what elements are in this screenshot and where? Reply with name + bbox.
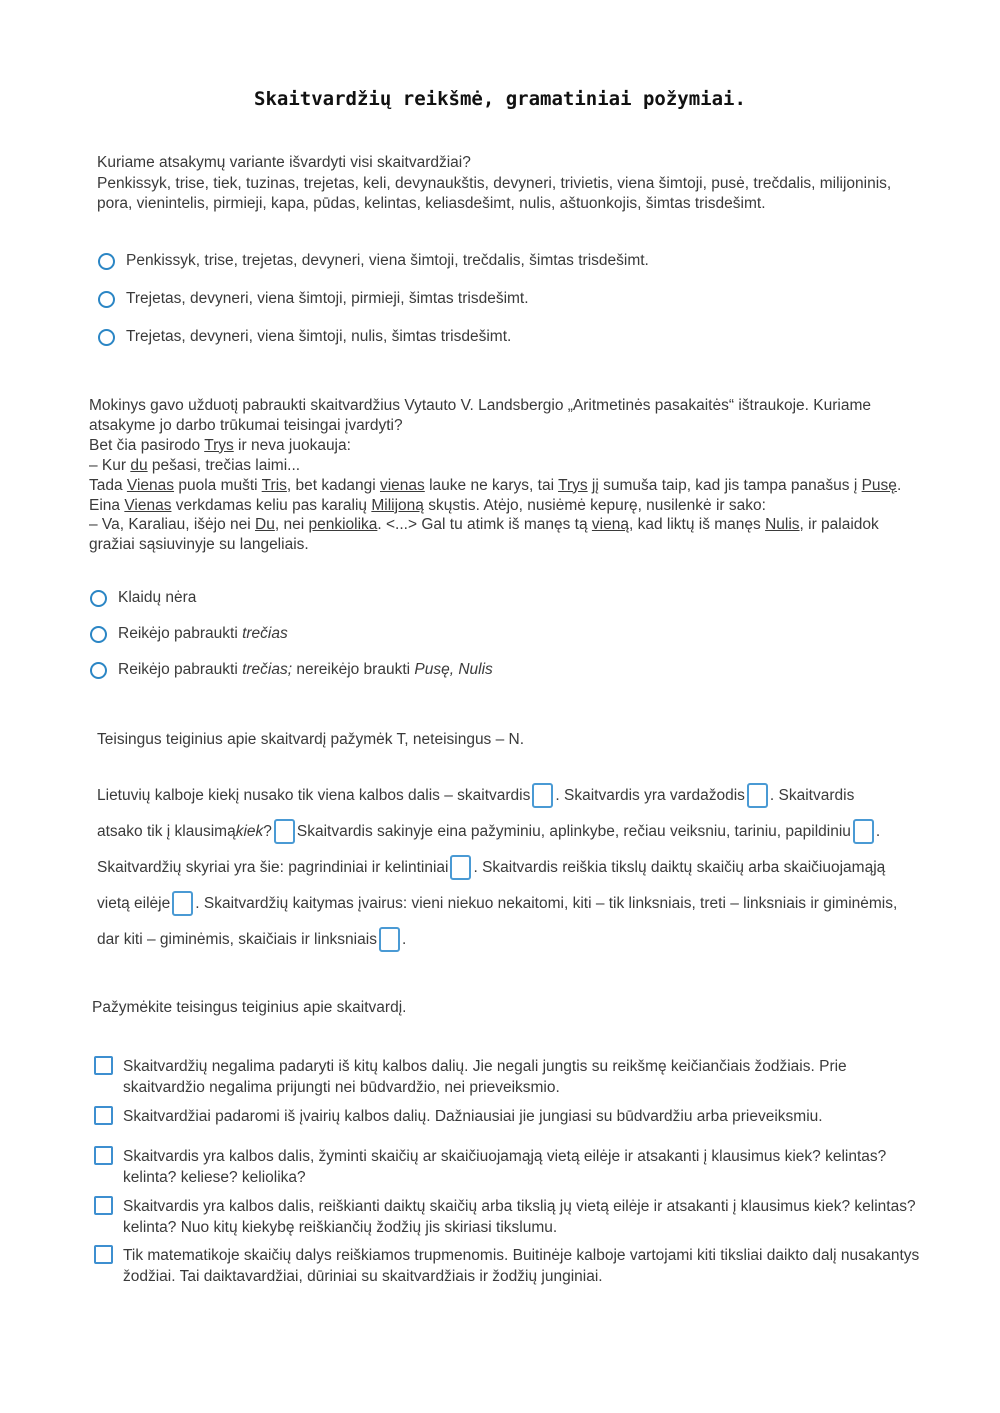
q1-option-2-label: Trejetas, devyneri, viena šimtoji, pirmieji, šimtas trisdešimt. (126, 290, 529, 307)
answer-box[interactable] (450, 855, 471, 880)
answer-box[interactable] (172, 891, 193, 916)
answer-box[interactable] (274, 819, 295, 844)
q2-option-3[interactable] (90, 661, 493, 679)
question-2-intro-line-2: atsakyme jo darbo trūkumai teisingai įvardyti? (89, 416, 403, 434)
q1-option-1-label: Penkissyk, trise, trejetas, devyneri, viena šimtoji, trečdalis, šimtas trisdešimt. (126, 252, 649, 269)
checkbox[interactable] (94, 1056, 113, 1075)
checkbox[interactable] (94, 1245, 113, 1264)
page-title: Skaitvardžių reikšmė, gramatiniai požymiai. (254, 88, 746, 110)
excerpt-line-1: Bet čia pasirodo Trys ir neva juokauja: (89, 436, 351, 454)
radio-button[interactable] (90, 626, 107, 643)
q3-line-1: Lietuvių kalboje kiekį nusako tik viena kalbos dalis – skaitvardis . Skaitvardis yra vardažodis . Skaitvardis (97, 783, 854, 808)
question-1-text (97, 153, 891, 215)
checkbox[interactable] (94, 1196, 113, 1215)
answer-box[interactable] (853, 819, 874, 844)
q4-option-1-label: Skaitvardžių negalima padaryti iš kitų kalbos dalių. Jie negali jungtis su reikšmę keičiančiais žodžiais. Prie skaitvardžio negalima prijungti nei būdvardžio, nei prieveiksmio. (123, 1058, 847, 1096)
radio-button[interactable] (90, 590, 107, 607)
question-4-instruction: Pažymėkite teisingus teiginius apie skaitvardį. (92, 999, 407, 1016)
question-1-list-line-1: Penkissyk, trise, tiek, tuzinas, trejetas, keli, devynaukštis, devyneri, trivietis, viena šimtoji, pusė, trečdalis, milijoninis, (97, 174, 892, 192)
q2-option-2-label: Reikėjo pabraukti trečias (118, 625, 288, 642)
q3-line-3: Skaitvardžių skyriai yra šie: pagrindiniai ir kelintiniai . Skaitvardis reiškia tikslų daiktų skaičių arba skaičiuojamąją (97, 855, 885, 880)
q1-option-3[interactable] (98, 328, 511, 346)
q3-line-4: vietą eilėje . Skaitvardžių kaitymas įvairus: vieni niekuo nekaitomi, kiti – tik linksniais, treti – linksniais ir giminėmis, (97, 891, 897, 916)
q2-option-2[interactable] (90, 625, 288, 643)
q2-option-1[interactable] (90, 589, 196, 607)
q4-option-2-label: Skaitvardžiai padaromi iš įvairių kalbos dalių. Dažniausiai jie jungiasi su būdvardžiu arba prieveiksmiu. (123, 1108, 823, 1125)
radio-button[interactable] (98, 253, 115, 270)
question-2-intro-line-1: Mokinys gavo užduotį pabraukti skaitvardžius Vytauto V. Landsbergio „Aritmetinės pasakaitės“ ištraukoje. Kuriame (89, 397, 871, 414)
q4-option-1[interactable] (94, 1056, 847, 1098)
q2-option-3-label: Reikėjo pabraukti trečias; nereikėjo braukti Pusę, Nulis (118, 661, 493, 678)
question-1-list-line-2: pora, vienintelis, pirmieji, kapa, pūdas, kelintas, keliasdešimt, nulis, aštuonkojis, šimtas trisdešimt. (97, 195, 766, 212)
radio-button[interactable] (98, 291, 115, 308)
excerpt-line-5: – Va, Karaliau, išėjo nei Du, nei penkiolika. <...> Gal tu atimk iš manęs tą vieną, kad liktų iš manęs Nulis, ir palaidok (89, 516, 879, 534)
radio-button[interactable] (98, 329, 115, 346)
q1-option-3-label: Trejetas, devyneri, viena šimtoji, nulis, šimtas trisdešimt. (126, 328, 512, 345)
question-3-instruction: Teisingus teiginius apie skaitvardį pažymėk T, neteisingus – N. (97, 731, 525, 748)
q1-option-1[interactable] (98, 252, 649, 270)
question-2-text (89, 396, 901, 555)
answer-box[interactable] (379, 927, 400, 952)
q4-option-5[interactable] (94, 1245, 919, 1287)
excerpt-line-2: – Kur du pešasi, trečias laimi... (89, 456, 301, 474)
q4-option-4[interactable] (94, 1196, 916, 1238)
excerpt-line-4: Eina Vienas verkdamas keliu pas karalių Milijoną skųstis. Atėjo, nusiėmė kepurę, nusilenkė ir sako: (89, 496, 766, 514)
q1-option-2[interactable] (98, 290, 529, 308)
answer-box[interactable] (747, 783, 768, 808)
q3-line-5: dar kiti – giminėmis, skaičiais ir linksniais . (97, 927, 406, 952)
excerpt-line-6: gražiai sąsiuvinyje su langeliais. (89, 536, 309, 554)
checkbox[interactable] (94, 1146, 113, 1165)
q4-option-3-label: Skaitvardis yra kalbos dalis, žyminti skaičių ar skaičiuojamąją vietą eilėje ir atsakanti į klausimus kiek? kelintas? kelinta? keliese? keliolika? (123, 1148, 887, 1186)
q3-line-2: atsako tik į klausimą kiek ? Skaitvardis sakinyje eina pažyminiu, aplinkybe, rečiau veiksniu, tariniu, papildiniu . (97, 819, 880, 844)
q4-option-4-label: Skaitvardis yra kalbos dalis, reiškianti daiktų skaičių arba tikslią jų vietą eilėje ir atsakanti į klausimus kiek? kelintas? kelinta? Nuo kitų kiekybę reiškiančių žodžių jis skiriasi tikslumu. (123, 1198, 916, 1236)
radio-button[interactable] (90, 662, 107, 679)
question-1-prompt: Kuriame atsakymų variante išvardyti visi skaitvardžiai? (97, 154, 471, 171)
checkbox[interactable] (94, 1106, 113, 1125)
excerpt-line-3: Tada Vienas puola mušti Tris, bet kadangi vienas lauke ne karys, tai Trys jį sumuša taip, kad jis tampa panašus į Pusę. (89, 476, 902, 494)
q4-option-2[interactable] (94, 1106, 823, 1127)
q2-option-1-label: Klaidų nėra (118, 589, 197, 606)
answer-box[interactable] (532, 783, 553, 808)
q4-option-3[interactable] (94, 1146, 886, 1188)
q4-option-5-label: Tik matematikoje skaičių dalys reiškiamos trupmenomis. Buitinėje kalboje vartojami kiti tiksliai daikto dalį nusakantys žodžiai. Tai daiktavardžiai, dūriniai su skaitvardžiais ir žodžių junginiai. (123, 1247, 920, 1285)
